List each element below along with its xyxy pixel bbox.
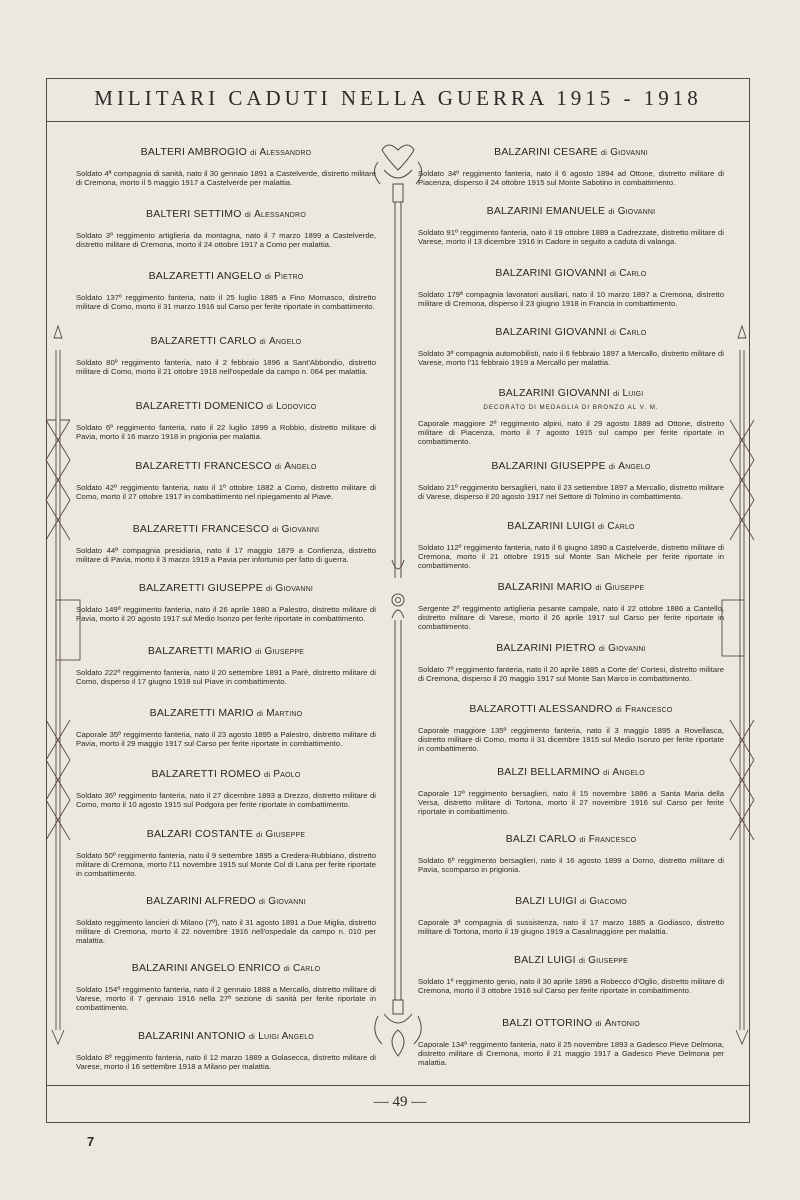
entry-text: Soldato 8º reggimento fanteria, nato il 12 marzo 1889 a Golasecca, distretto militare di Varese, morto il 16 settembre 1918 a Milano per malattia. (76, 1053, 376, 1072)
entry-di: di (258, 897, 266, 906)
entry-father: Giovanni (275, 583, 314, 594)
entry-surname: BALZARINI ANTONIO (138, 1030, 246, 1042)
entry-di: di (264, 770, 271, 779)
entry-father: Giuseppe (264, 646, 305, 657)
list-item (418, 1017, 724, 1068)
entry-di: di (250, 148, 257, 157)
list-item (418, 766, 724, 817)
entry-father: Carlo (619, 327, 647, 338)
list-item (76, 400, 376, 441)
entry-text: Caporale maggiore 2º reggimento alpini, nato il 29 agosto 1889 ad Ottone, distretto militare di Piacenza, morto il 7 agosto 1915 sul campo per ferite riportate in combattimento. (418, 419, 724, 447)
entry-father: Francesco (588, 834, 637, 845)
entry-di: di (256, 709, 264, 718)
entry-text: Soldato 42º reggimento fanteria, nato il 1º ottobre 1882 a Como, distretto militare di Como, morto il 27 ottobre 1917 in combattimento nel ripiegamento al Piave. (76, 483, 376, 502)
entry-surname: BALZI LUIGI (514, 954, 576, 966)
footer-divider (46, 1085, 750, 1086)
entry-di: di (615, 705, 622, 714)
entry-text: Soldato 91º reggimento fanteria, nato il 19 ottobre 1889 a Cadrezzate, distretto militare di Varese, morto il 13 dicembre 1916 in Cadore in seguito a caduta di valanga. (418, 228, 724, 247)
entry-text: Soldato 6º reggimento bersaglieri, nato il 16 agosto 1899 a Dorno, distretto militare di Pavia, scomparso in prigionia. (418, 856, 724, 875)
entry-father: Angelo (618, 461, 651, 472)
entry-text: Soldato 179ª compagnia lavoratori ausiliari, nato il 10 marzo 1897 a Cremona, distretto militare di Cremona, disperso il 23 giugno 1918 in Francia in combattimento. (418, 290, 724, 309)
entry-text: Soldato 7º reggimento fanteria, nato il 20 aprile 1885 a Corte de' Cortesi, distretto militare di Cremona, disperso il 20 maggio 1917 sul Monte San Marco in combattimento. (418, 665, 724, 684)
list-item (418, 326, 724, 367)
entry-surname: BALZI OTTORINO (502, 1017, 593, 1029)
list-item (76, 962, 376, 1013)
entry-text: Soldato 6º reggimento fanteria, nato il 22 luglio 1899 a Robbio, distretto militare di Pavia, morto il 16 marzo 1918 in prigionia per malattia. (76, 423, 376, 442)
list-item (418, 642, 724, 683)
entry-surname: BALZI LUIGI (515, 895, 577, 907)
list-item (76, 768, 376, 809)
bottom-crest-ornament (375, 1000, 421, 1056)
entry-father: Angelo (269, 336, 302, 347)
entry-father: Alessandro (254, 209, 306, 220)
top-crest-ornament (374, 145, 421, 202)
list-item (418, 520, 724, 571)
entry-father: Martino (266, 708, 303, 719)
entry-father: Giovanni (617, 206, 656, 217)
entry-di: di (609, 269, 617, 278)
entry-surname: BALZARINI GIOVANNI (498, 387, 610, 399)
list-item (76, 146, 376, 187)
entry-surname: BALZARETTI ROMEO (151, 768, 261, 780)
page-number: — 49 — (373, 1094, 427, 1110)
entry-father: Paolo (273, 769, 301, 780)
entry-text: Caporale 35º reggimento fanteria, nato il 23 agosto 1895 a Palestro, distretto militare di Pavia, morto il 29 maggio 1917 sul Carso per ferite riportate in combattimento. (76, 730, 376, 749)
entry-text: Soldato 44ª compagnia presidiaria, nato il 17 maggio 1879 a Confienza, distretto militare di Pavia, morto il 3 marzo 1919 a Pavia per infortunio per fatto di guerra. (76, 546, 376, 565)
entry-text: Caporale 12º reggimento bersaglieri, nato il 15 novembre 1886 a Santa Maria della Versa, distretto militare di Tortona, morto il 27 novembre 1916 sul Carso per ferite riportate in combattimento. (418, 789, 724, 817)
entry-father: Giovanni (281, 524, 320, 535)
entry-text: Caporale 134º reggimento fanteria, nato il 25 novembre 1893 a Gadesco Pieve Delmona, distretto militare di Cremona, morto il 21 maggio 1917 a Gadesco Pieve Delmona per malattia. (418, 1040, 724, 1068)
entry-father: Pietro (274, 271, 304, 282)
entry-father: Angelo (612, 767, 645, 778)
entry-surname: BALZARETTI GIUSEPPE (138, 582, 263, 594)
entry-father: Giuseppe (265, 829, 306, 840)
entry-di: di (266, 584, 273, 593)
entry-di: di (608, 207, 615, 216)
entry-father: Carlo (292, 963, 321, 974)
entry-surname: BALZARETTI DOMENICO (135, 400, 264, 412)
list-item (76, 582, 376, 623)
entry-surname: BALZARINI CESARE (494, 146, 598, 158)
list-item (418, 954, 724, 995)
entry-surname: BALZI BELLARMINO (497, 766, 601, 778)
entry-di: di (598, 644, 606, 653)
entry-father: Carlo (619, 268, 647, 279)
entry-father: Luigi Angelo (258, 1031, 314, 1042)
entry-text: Soldato 3º reggimento artiglieria da montagna, nato il 7 marzo 1899 a Castelverde, distretto militare di Cremona, morto il 24 ottobre 1917 a Como per malattia. (76, 231, 376, 250)
central-shaft (392, 202, 404, 1000)
entry-text: Soldato 80º reggimento fanteria, nato il 2 febbraio 1896 a Sant'Abbondio, distretto militare di Como, morto il 21 ottobre 1918 nell'ospedale da campo n. 064 per malattia. (76, 358, 376, 377)
entry-text: Soldato 50º reggimento fanteria, nato il 9 settembre 1895 a Credera-Rubbiano, distretto militare di Cremona, morto l'11 novembre 1915 sul Monte Col di Lana per ferite riportate in combattimento. (76, 851, 376, 879)
entry-text: Soldato 112º reggimento fanteria, nato il 6 giugno 1890 a Castelverde, distretto militare di Cremona, morto il 21 ottobre 1915 sul Monte San Michele per ferite riportate in combattimento. (418, 543, 724, 571)
page-title: MILITARI CADUTI NELLA GUERRA 1915 - 1918 (94, 86, 702, 110)
entry-text: Soldato 149º reggimento fanteria, nato il 26 aprile 1880 a Palestro, distretto militare di Pavia, morto il 20 agosto 1917 sul Medio Isonzo per ferite riportate in combattimento. (76, 605, 376, 624)
list-item (418, 703, 724, 754)
entry-text: Caporale 3ª compagnia di sussistenza, nato il 17 marzo 1885 a Godiasco, distretto militare di Tortona, morto il 19 giugno 1919 a Casalmaggiore per malattia. (418, 918, 724, 937)
entry-father: Alessandro (259, 147, 312, 158)
list-item (418, 267, 724, 308)
entry-father: Giuseppe (604, 582, 645, 593)
entry-surname: BALZARETTI CARLO (150, 335, 257, 347)
entry-father: Francesco (624, 704, 673, 715)
entry-text: Soldato 3ª compagnia automobilisti, nato il 6 febbraio 1897 a Mercallo, distretto militare di Varese, morto l'11 febbraio 1919 a Mercallo per malattia. (418, 349, 724, 368)
entry-father: Antonio (604, 1018, 640, 1029)
entry-text: Soldato 154º reggimento fanteria, nato il 2 gennaio 1888 a Mercallo, distretto militare di Varese, morto il 7 gennaio 1916 nella 27ª sezione di sanità per ferite riportate in combattimento. (76, 985, 376, 1013)
entry-father: Carlo (607, 521, 635, 532)
list-item (76, 335, 376, 376)
entry-father: Lodovico (276, 401, 317, 412)
entry-surname: BALZARINI GIUSEPPE (491, 460, 606, 472)
entry-di: di (608, 462, 616, 471)
entry-surname: BALZARI COSTANTE (146, 828, 254, 840)
list-item (418, 146, 724, 187)
left-spear-ornament (46, 326, 80, 1044)
entry-father: Luigi (622, 388, 644, 399)
entry-surname: BALZARINI GIOVANNI (495, 326, 607, 338)
entry-father: Giuseppe (588, 955, 628, 966)
entry-di: di (579, 897, 587, 906)
list-item (76, 523, 376, 564)
entry-di: di (244, 210, 251, 219)
list-item (76, 707, 376, 748)
list-item (76, 645, 376, 686)
entry-text: Soldato 137º reggimento fanteria, nato il 25 luglio 1885 a Fino Mornasco, distretto militare di Como, morto il 31 marzo 1916 sul Carso per ferite riportate in combattimento. (76, 293, 376, 312)
entry-di: di (578, 956, 586, 965)
entry-di: di (598, 522, 605, 531)
entry-text: Sergente 2º reggimento artiglieria pesante campale, nato il 22 ottobre 1886 a Cantello, distretto militare di Varese, morto il 26 aprile 1917 sul Carso per ferite riportate in combattimento. (418, 604, 724, 632)
entry-surname: BALZARINI ALFREDO (146, 895, 256, 907)
entry-father: Giovanni (610, 147, 648, 158)
entry-text: Soldato 1º reggimento genio, nato il 30 aprile 1896 a Robecco d'Oglio, distretto militare di Cremona, morto il 3 ottobre 1916 sul Carso per ferite riportate in combattimento. (418, 977, 724, 996)
entry-text: Soldato 4ª compagnia di sanità, nato il 30 gennaio 1891 a Castelverde, distretto militare di Cremona, morto il 5 maggio 1917 a Castelverde per malattia. (76, 169, 376, 188)
right-spear-ornament (722, 326, 754, 1044)
entry-surname: BALZARINI LUIGI (507, 520, 595, 532)
entry-di: di (274, 462, 282, 471)
entry-text: Soldato 21º reggimento bersaglieri, nato il 23 settembre 1897 a Mercallo, distretto militare di Varese, disperso il 20 agosto 1917 nel Settore di Tolmino in combattimento. (418, 483, 724, 502)
entry-surname: BALTERI SETTIMO (146, 208, 242, 220)
entry-di: di (609, 328, 617, 337)
list-item (76, 895, 376, 946)
entry-di: di (283, 964, 290, 973)
entry-surname: BALZARETTI MARIO (149, 707, 254, 719)
list-item (76, 460, 376, 501)
list-item (418, 833, 724, 874)
decoration-note: DECORATO DI MEDAGLIA DI BRONZO AL V. M. (483, 404, 659, 411)
entry-father: Angelo (284, 461, 317, 472)
entry-father: Giovanni (268, 896, 306, 907)
entry-surname: BALZI CARLO (505, 833, 577, 845)
list-item (418, 205, 724, 246)
entry-surname: BALZARETTI ANGELO (148, 270, 262, 282)
entry-surname: BALZARINI GIOVANNI (495, 267, 607, 279)
entry-text: Caporale maggiore 135º reggimento fanteria, nato il 3 maggio 1895 a Rovellasca, distretto militare di Como, morto il 31 dicembre 1915 sul Medio Isonzo per ferite riportate in combattimento. (418, 726, 724, 754)
entry-di: di (595, 583, 602, 592)
entry-di: di (266, 402, 274, 411)
list-item (76, 1030, 376, 1071)
list-item (76, 828, 376, 879)
list-item (418, 581, 724, 632)
entry-text: Soldato 36º reggimento fanteria, nato il 27 dicembre 1893 a Drezzo, distretto militare di Como, morto il 10 agosto 1915 sul Podgora per ferite riportate in combattimento. (76, 791, 376, 810)
entry-di: di (256, 830, 263, 839)
entry-text: Soldato 34º reggimento fanteria, nato il 6 agosto 1894 ad Ottone, distretto militare di Piacenza, disperso il 24 ottobre 1915 sul Monte Sabotino in combattimento. (418, 169, 724, 188)
entry-surname: BALZARETTI FRANCESCO (135, 460, 272, 472)
entry-di: di (595, 1019, 602, 1028)
entry-di: di (255, 647, 262, 656)
entry-di: di (248, 1032, 256, 1041)
list-item (418, 387, 724, 447)
entry-di: di (259, 337, 266, 346)
entry-di: di (579, 835, 586, 844)
entry-surname: BALZARINI EMANUELE (486, 205, 606, 217)
entry-surname: BALZARINI MARIO (497, 581, 593, 593)
list-item (418, 460, 724, 501)
entry-surname: BALZARETTI FRANCESCO (132, 523, 270, 535)
list-item (418, 895, 724, 936)
entry-di: di (613, 389, 620, 398)
entry-father: Giacomo (589, 896, 627, 907)
entry-di: di (600, 148, 608, 157)
entry-father: Giovanni (608, 643, 646, 654)
entry-di: di (603, 768, 610, 777)
entry-di: di (264, 272, 272, 281)
entry-surname: BALZARINI ANGELO ENRICO (131, 962, 281, 974)
entry-text: Soldato 222º reggimento fanteria, nato il 20 settembre 1891 a Parè, distretto militare di Como, disperso il 17 giugno 1918 sul Piave in combattimento. (76, 668, 376, 687)
entry-text: Soldato reggimento lancieri di Milano (7º), nato il 31 agosto 1891 a Due Miglia, distretto militare di Cremona, morto il 22 novembre 1916 nell'ospedale da campo n. 010 per malattia. (76, 918, 376, 946)
entry-surname: BALZARINI PIETRO (496, 642, 596, 654)
entry-surname: BALZARETTI MARIO (147, 645, 252, 657)
signature-mark: 7 (87, 1134, 95, 1149)
entry-di: di (272, 525, 279, 534)
entry-surname: BALTERI AMBROGIO (140, 146, 247, 158)
list-item (76, 208, 376, 249)
entry-surname: BALZAROTTI ALESSANDRO (469, 703, 613, 715)
list-item (76, 270, 376, 311)
